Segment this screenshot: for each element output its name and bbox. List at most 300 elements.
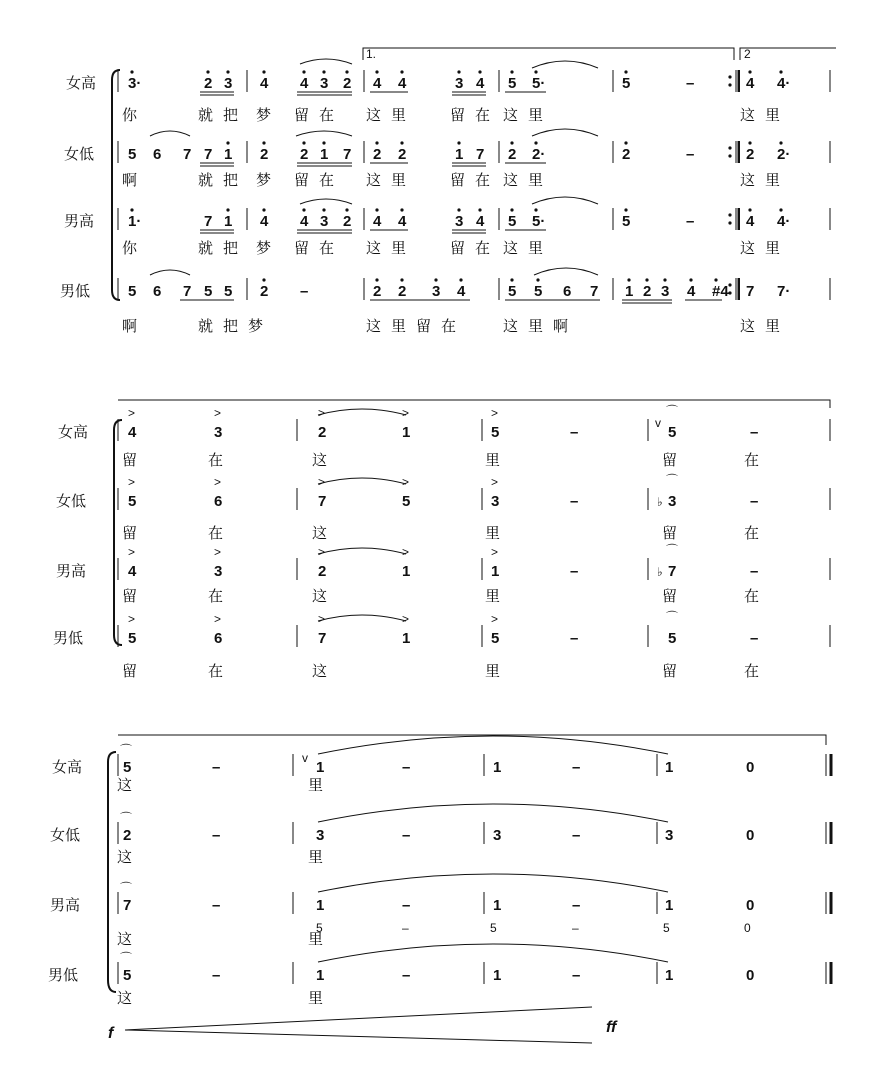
- lyric-3-2-1: 这: [117, 849, 133, 866]
- note-1-3-9: 4: [398, 213, 407, 230]
- octave-dot: [400, 141, 403, 144]
- note-1-4-6: 2: [260, 283, 269, 300]
- note-2-3-1: 4: [128, 563, 137, 580]
- octave-dot: [534, 208, 537, 211]
- lyric-1-1-6: 留在: [450, 107, 501, 124]
- octave-dot: [262, 141, 265, 144]
- fermata-mark: ⌒: [666, 543, 679, 557]
- lyric-1-3-2: 就把: [198, 240, 249, 257]
- note-2-4-7: 5: [668, 630, 677, 647]
- lyric-2-3-4: 里: [485, 588, 501, 605]
- note-1-4-22: 7·: [777, 283, 791, 300]
- note-1-3-5: 4: [300, 213, 309, 230]
- long-tie: [318, 874, 668, 892]
- note-3-2-6: –: [572, 827, 581, 844]
- note-1-1-15: –: [686, 75, 695, 92]
- divisi-note-6: 0: [744, 921, 751, 935]
- note-2-1-7: 5: [668, 424, 677, 441]
- lyric-1-1-3: 梦: [256, 107, 272, 124]
- lyric-1-3-1: 你: [122, 240, 138, 257]
- lyric-2-3-3: 这: [312, 588, 328, 605]
- note-2-3-5: 1: [491, 563, 500, 580]
- note-1-4-17: 2: [643, 283, 652, 300]
- octave-dot: [206, 70, 209, 73]
- long-tie: [318, 804, 668, 822]
- note-2-1-3: 2: [318, 424, 327, 441]
- accent-mark: >: [318, 612, 326, 626]
- note-3-1-4: –: [402, 759, 411, 776]
- second-ending-bracket: [740, 48, 836, 60]
- note-1-1-8: 4: [373, 75, 382, 92]
- accent-mark: >: [214, 545, 222, 559]
- lyric-1-4-4: 这里啊: [503, 318, 579, 335]
- note-1-4-10: 3: [432, 283, 441, 300]
- voice-label-1-2: 女低: [64, 146, 95, 163]
- repeat-dot: [728, 75, 731, 78]
- note-2-1-2: 3: [214, 424, 223, 441]
- note-1-4-11: 4: [457, 283, 466, 300]
- long-tie: [318, 944, 668, 962]
- octave-dot: [322, 70, 325, 73]
- octave-dot: [130, 208, 133, 211]
- note-1-1-11: 4: [476, 75, 485, 92]
- octave-dot: [302, 208, 305, 211]
- octave-dot: [510, 70, 513, 73]
- note-3-2-7: 3: [665, 827, 674, 844]
- lyric-1-3-3: 梦: [256, 240, 272, 257]
- note-3-4-5: 1: [493, 967, 502, 984]
- lyric-1-1-5: 这里: [366, 107, 417, 124]
- octave-dot: [322, 208, 325, 211]
- octave-dot: [457, 70, 460, 73]
- note-1-1-9: 4: [398, 75, 407, 92]
- voice-label-2-1: 女高: [58, 424, 89, 441]
- fermata-mark: ⌒: [120, 811, 133, 825]
- note-1-1-4: 4: [260, 75, 269, 92]
- octave-dot: [624, 70, 627, 73]
- fermata-mark: ⌒: [666, 610, 679, 624]
- note-3-4-7: 1: [665, 967, 674, 984]
- breath-mark: v: [302, 751, 308, 765]
- repeat-dot: [728, 83, 731, 86]
- octave-dot: [536, 278, 539, 281]
- note-2-2-2: 6: [214, 493, 223, 510]
- accent-mark: >: [128, 612, 136, 626]
- lyric-1-2-3: 梦: [256, 172, 272, 189]
- lyric-2-4-4: 里: [485, 663, 501, 680]
- note-3-1-6: –: [572, 759, 581, 776]
- note-1-2-19: 2·: [777, 146, 791, 163]
- note-1-1-17: 4·: [777, 75, 791, 92]
- note-1-3-4: 4: [260, 213, 269, 230]
- octave-dot: [345, 208, 348, 211]
- lyric-2-4-2: 在: [208, 663, 224, 680]
- note-1-2-18: 2: [746, 146, 755, 163]
- lyric-2-3-1: 留: [122, 588, 138, 605]
- note-1-4-7: –: [300, 283, 309, 300]
- octave-dot: [400, 208, 403, 211]
- repeat-dot: [728, 291, 731, 294]
- octave-dot: [624, 208, 627, 211]
- note-3-4-4: –: [402, 967, 411, 984]
- octave-dot: [510, 208, 513, 211]
- octave-dot: [434, 278, 437, 281]
- note-3-2-1: 2: [123, 827, 132, 844]
- octave-dot: [400, 70, 403, 73]
- octave-dot: [689, 278, 692, 281]
- note-1-4-9: 2: [398, 283, 407, 300]
- octave-dot: [322, 141, 325, 144]
- note-2-3-7: 7: [668, 563, 677, 580]
- octave-dot: [534, 70, 537, 73]
- note-2-4-8: –: [750, 630, 759, 647]
- repeat-dot: [728, 213, 731, 216]
- note-1-4-20: #4: [712, 283, 729, 300]
- lyric-2-4-6: 在: [744, 663, 760, 680]
- lyric-2-2-4: 里: [485, 525, 501, 542]
- lyric-2-1-5: 留: [662, 452, 678, 469]
- note-1-1-10: 3: [455, 75, 464, 92]
- note-1-1-2: 2: [204, 75, 213, 92]
- note-2-4-3: 7: [318, 630, 327, 647]
- note-1-2-3: 7: [183, 146, 192, 163]
- octave-dot: [375, 70, 378, 73]
- repeat-dot: [728, 283, 731, 286]
- accent-mark: >: [128, 406, 136, 420]
- note-1-2-17: –: [686, 146, 695, 163]
- note-3-1-2: –: [212, 759, 221, 776]
- note-1-1-5: 4: [300, 75, 309, 92]
- lyric-1-1-2: 就把: [198, 107, 249, 124]
- note-1-2-2: 6: [153, 146, 162, 163]
- note-2-2-7: 3: [668, 493, 677, 510]
- octave-dot: [400, 278, 403, 281]
- note-1-1-1: 3·: [128, 75, 142, 92]
- lyric-1-2-4: 留在: [294, 172, 345, 189]
- note-1-2-16: 2: [622, 146, 631, 163]
- breath-mark: v: [655, 416, 661, 430]
- octave-dot: [375, 141, 378, 144]
- slur: [300, 59, 352, 64]
- volta-second-label: 2: [744, 47, 751, 61]
- lyric-1-4-3: 这里留在: [366, 318, 467, 335]
- note-2-3-2: 3: [214, 563, 223, 580]
- lyric-2-2-1: 留: [122, 525, 138, 542]
- note-1-4-8: 2: [373, 283, 382, 300]
- note-1-2-11: 2: [398, 146, 407, 163]
- note-1-2-10: 2: [373, 146, 382, 163]
- lyric-2-4-1: 留: [122, 663, 138, 680]
- lyric-1-2-1: 啊: [122, 172, 138, 189]
- lyric-1-2-5: 这里: [366, 172, 417, 189]
- voice-label-3-3: 男高: [50, 897, 81, 914]
- octave-dot: [779, 70, 782, 73]
- volta-first-label: 1.: [366, 47, 377, 61]
- note-1-2-9: 7: [343, 146, 352, 163]
- divisi-note-4: –: [572, 921, 579, 935]
- repeat-dot: [728, 221, 731, 224]
- note-1-4-13: 5: [534, 283, 543, 300]
- lyric-2-2-2: 在: [208, 525, 224, 542]
- note-1-1-12: 5: [508, 75, 517, 92]
- note-1-2-6: 2: [260, 146, 269, 163]
- octave-dot: [627, 278, 630, 281]
- note-1-2-12: 1: [455, 146, 464, 163]
- dynamic-f: f: [108, 1025, 114, 1042]
- octave-dot: [302, 70, 305, 73]
- slur: [532, 129, 598, 136]
- slur: [150, 131, 190, 136]
- lyric-3-4-1: 这: [117, 990, 133, 1007]
- accent-mark: >: [402, 406, 410, 420]
- note-2-1-4: 1: [402, 424, 411, 441]
- fermata-mark: ⌒: [666, 404, 679, 418]
- note-1-2-1: 5: [128, 146, 137, 163]
- accent-mark: >: [491, 406, 499, 420]
- divisi-note-3: 5: [490, 921, 497, 935]
- repeat-dot: [728, 146, 731, 149]
- octave-dot: [663, 278, 666, 281]
- lyric-3-3-1: 这: [117, 931, 133, 948]
- note-1-2-15: 2·: [532, 146, 546, 163]
- note-2-2-1: 5: [128, 493, 137, 510]
- lyric-2-2-3: 这: [312, 525, 328, 542]
- lyric-1-4-1: 啊: [122, 318, 138, 335]
- divisi-note-1: 5: [316, 921, 323, 935]
- note-1-3-13: 5·: [532, 213, 546, 230]
- lyric-1-2-6: 留在: [450, 172, 501, 189]
- fermata-mark: ⌒: [120, 881, 133, 895]
- note-3-3-8: 0: [746, 897, 755, 914]
- note-3-1-8: 0: [746, 759, 755, 776]
- note-1-1-3: 3: [224, 75, 233, 92]
- first-ending-bracket: [363, 48, 734, 60]
- note-1-4-21: 7: [746, 283, 755, 300]
- note-3-4-1: 5: [123, 967, 132, 984]
- note-1-4-5: 5: [224, 283, 233, 300]
- note-1-4-1: 5: [128, 283, 137, 300]
- note-3-3-7: 1: [665, 897, 674, 914]
- lyric-2-1-1: 留: [122, 452, 138, 469]
- note-1-3-2: 7: [204, 213, 213, 230]
- note-2-3-3: 2: [318, 563, 327, 580]
- lyric-1-4-5: 这里: [740, 318, 791, 335]
- accent-mark: >: [128, 475, 136, 489]
- note-1-1-6: 3: [320, 75, 329, 92]
- octave-dot: [375, 278, 378, 281]
- octave-dot: [748, 208, 751, 211]
- accent-mark: >: [214, 475, 222, 489]
- dynamic-score-marks: [48, 47, 831, 1042]
- lyric-1-1-7: 这里: [503, 107, 554, 124]
- accent-mark: >: [318, 545, 326, 559]
- tie: [318, 615, 406, 621]
- voice-label-3-1: 女高: [52, 759, 83, 776]
- lyric-2-1-6: 在: [744, 452, 760, 469]
- flat-sign: ♭: [657, 495, 663, 509]
- flat-sign: ♭: [657, 565, 663, 579]
- voice-label-2-2: 女低: [56, 493, 87, 510]
- accent-mark: >: [402, 612, 410, 626]
- accent-mark: >: [318, 406, 326, 420]
- note-1-2-4: 7: [204, 146, 213, 163]
- lyric-2-3-6: 在: [744, 588, 760, 605]
- accent-mark: >: [318, 475, 326, 489]
- note-3-2-2: –: [212, 827, 221, 844]
- accent-mark: >: [402, 475, 410, 489]
- note-1-2-7: 2: [300, 146, 309, 163]
- note-1-3-1: 1·: [128, 213, 142, 230]
- lyric-2-1-4: 里: [485, 452, 501, 469]
- lyric-3-3-2: 里: [308, 931, 324, 948]
- lyric-1-2-8: 这里: [740, 172, 791, 189]
- note-1-2-14: 2: [508, 146, 517, 163]
- divisi-note-2: –: [402, 921, 409, 935]
- octave-dot: [748, 70, 751, 73]
- accent-mark: >: [491, 612, 499, 626]
- note-3-2-8: 0: [746, 827, 755, 844]
- note-1-4-15: 7: [590, 283, 599, 300]
- lyric-2-4-5: 留: [662, 663, 678, 680]
- note-1-4-4: 5: [204, 283, 213, 300]
- voice-label-2-3: 男高: [56, 563, 87, 580]
- accent-mark: >: [491, 545, 499, 559]
- lyric-3-1-2: 里: [308, 777, 324, 794]
- note-2-2-5: 3: [491, 493, 500, 510]
- note-3-3-5: 1: [493, 897, 502, 914]
- note-2-3-4: 1: [402, 563, 411, 580]
- note-2-1-5: 5: [491, 424, 500, 441]
- note-1-2-5: 1: [224, 146, 233, 163]
- note-3-2-3: 3: [316, 827, 325, 844]
- lyric-2-2-5: 留: [662, 525, 678, 542]
- octave-dot: [345, 70, 348, 73]
- octave-dot: [226, 141, 229, 144]
- note-3-3-2: –: [212, 897, 221, 914]
- note-3-1-3: 1: [316, 759, 325, 776]
- note-1-4-3: 7: [183, 283, 192, 300]
- lyric-1-4-2: 就把梦: [198, 318, 274, 335]
- note-1-3-8: 4: [373, 213, 382, 230]
- octave-dot: [748, 141, 751, 144]
- note-1-1-14: 5: [622, 75, 631, 92]
- accent-mark: >: [402, 545, 410, 559]
- octave-dot: [624, 141, 627, 144]
- note-3-3-3: 1: [316, 897, 325, 914]
- note-1-3-12: 5: [508, 213, 517, 230]
- repeat-dot: [728, 154, 731, 157]
- accent-mark: >: [214, 406, 222, 420]
- note-1-1-7: 2: [343, 75, 352, 92]
- lyric-2-2-6: 在: [744, 525, 760, 542]
- lyric-1-1-4: 留在: [294, 107, 345, 124]
- note-1-3-6: 3: [320, 213, 329, 230]
- octave-dot: [645, 278, 648, 281]
- note-3-1-7: 1: [665, 759, 674, 776]
- lyric-1-3-4: 留在: [294, 240, 345, 257]
- octave-dot: [302, 141, 305, 144]
- lyric-1-3-6: 留在: [450, 240, 501, 257]
- voice-label-1-3: 男高: [64, 213, 95, 230]
- octave-dot: [262, 278, 265, 281]
- tie: [318, 548, 406, 554]
- note-1-3-10: 3: [455, 213, 464, 230]
- voice-label-3-4: 男低: [48, 967, 79, 984]
- slur: [532, 197, 598, 204]
- note-2-3-6: –: [570, 563, 579, 580]
- octave-dot: [534, 141, 537, 144]
- note-3-4-3: 1: [316, 967, 325, 984]
- note-2-2-8: –: [750, 493, 759, 510]
- octave-dot: [478, 208, 481, 211]
- lyric-1-3-7: 这里: [503, 240, 554, 257]
- note-3-2-5: 3: [493, 827, 502, 844]
- system2-top-line: [118, 400, 830, 408]
- octave-dot: [375, 208, 378, 211]
- lyric-1-3-8: 这里: [740, 240, 791, 257]
- lyric-3-4-2: 里: [308, 990, 324, 1007]
- lyric-3-2-2: 里: [308, 849, 324, 866]
- note-2-2-6: –: [570, 493, 579, 510]
- lyric-1-1-1: 你: [122, 107, 138, 124]
- note-2-3-8: –: [750, 563, 759, 580]
- note-1-1-16: 4: [746, 75, 755, 92]
- dynamic-ff: ff: [606, 1019, 617, 1036]
- voice-label-1-4: 男低: [60, 283, 91, 300]
- note-2-4-5: 5: [491, 630, 500, 647]
- accent-mark: >: [491, 475, 499, 489]
- note-3-4-8: 0: [746, 967, 755, 984]
- lyric-1-2-2: 就把: [198, 172, 249, 189]
- note-3-3-6: –: [572, 897, 581, 914]
- note-1-4-14: 6: [563, 283, 572, 300]
- long-tie: [318, 736, 668, 754]
- octave-dot: [262, 208, 265, 211]
- system3-brace: [108, 752, 116, 992]
- note-1-3-17: 4·: [777, 213, 791, 230]
- accent-mark: >: [128, 545, 136, 559]
- octave-dot: [714, 278, 717, 281]
- note-2-1-1: 4: [128, 424, 137, 441]
- lyric-1-1-8: 这里: [740, 107, 791, 124]
- note-3-3-1: 7: [123, 897, 132, 914]
- note-1-2-13: 7: [476, 146, 485, 163]
- slur: [534, 268, 598, 275]
- octave-dot: [779, 208, 782, 211]
- lyric-3-1-1: 这: [117, 777, 133, 794]
- note-1-4-12: 5: [508, 283, 517, 300]
- note-1-3-14: 5: [622, 213, 631, 230]
- note-1-4-16: 1: [625, 283, 634, 300]
- note-3-4-6: –: [572, 967, 581, 984]
- note-3-4-2: –: [212, 967, 221, 984]
- note-3-1-5: 1: [493, 759, 502, 776]
- note-1-3-11: 4: [476, 213, 485, 230]
- octave-dot: [457, 141, 460, 144]
- octave-dot: [226, 208, 229, 211]
- octave-dot: [226, 70, 229, 73]
- note-2-1-6: –: [570, 424, 579, 441]
- note-1-4-2: 6: [153, 283, 162, 300]
- fermata-mark: ⌒: [666, 473, 679, 487]
- lyric-1-2-7: 这里: [503, 172, 554, 189]
- octave-dot: [510, 278, 513, 281]
- crescendo-upper-line: [125, 1007, 592, 1030]
- octave-dot: [478, 70, 481, 73]
- fermata-mark: ⌒: [120, 951, 133, 965]
- slur: [150, 270, 190, 275]
- octave-dot: [130, 70, 133, 73]
